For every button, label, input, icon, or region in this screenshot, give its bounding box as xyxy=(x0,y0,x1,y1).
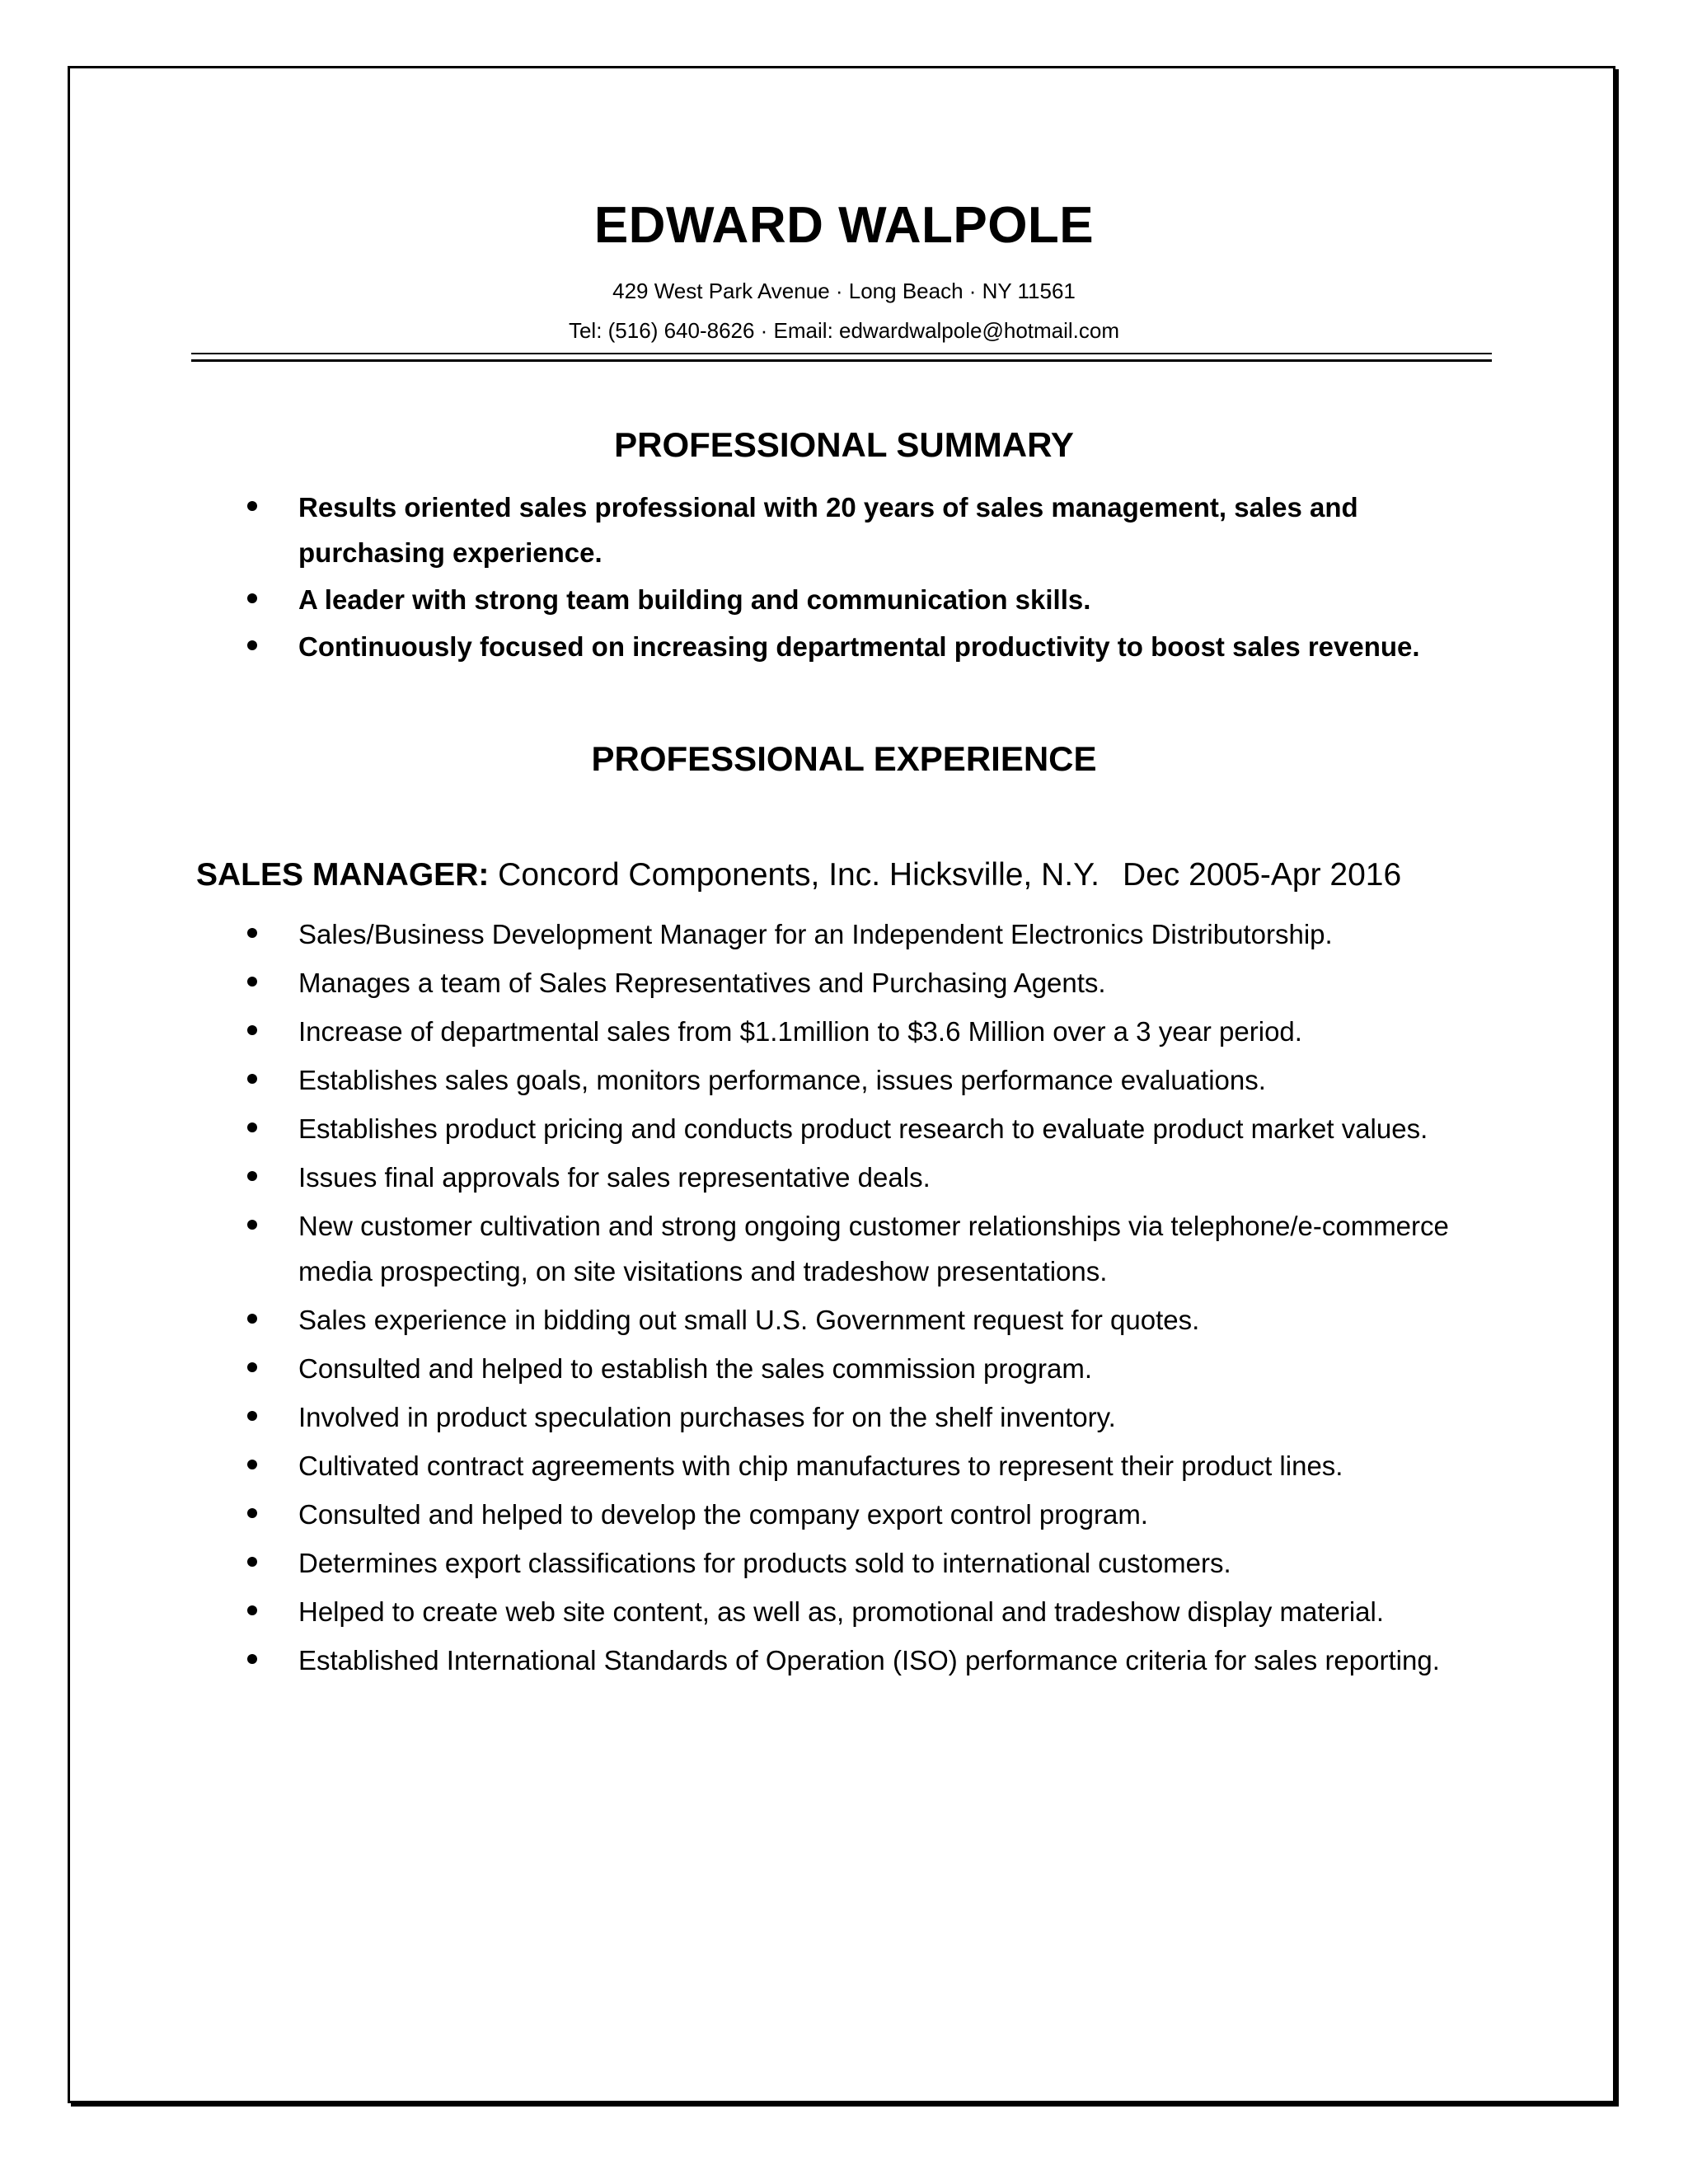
contact-line: Tel: (516) 640-8626 · Email: edwardwalpole@hotmail.com xyxy=(568,318,1120,343)
experience-item xyxy=(247,1443,1500,1488)
experience-item-text: Increase of departmental sales from $1.1million to $3.6 Million over a 3 year period. xyxy=(298,1016,1302,1047)
bullet-icon xyxy=(247,1074,257,1084)
experience-item-text: Determines export classifications for products sold to international customers. xyxy=(298,1548,1231,1578)
experience-item xyxy=(247,1589,1500,1634)
bullet-icon xyxy=(247,1362,257,1372)
experience-item xyxy=(247,1009,1500,1054)
experience-item-text: Establishes product pricing and conducts product research to evaluate product market values. xyxy=(298,1113,1428,1144)
experience-item-text: Manages a team of Sales Representatives and Purchasing Agents. xyxy=(298,968,1106,998)
experience-item xyxy=(247,1203,1500,1294)
summary-item xyxy=(247,624,1500,669)
bullet-icon xyxy=(247,1314,257,1324)
bullet-icon xyxy=(247,1220,257,1230)
experience-item xyxy=(247,1540,1500,1586)
experience-item-text: Sales experience in bidding out small U.S. Government request for quotes. xyxy=(298,1305,1200,1335)
experience-item xyxy=(247,1492,1500,1537)
experience-item xyxy=(247,960,1500,1005)
bullet-icon xyxy=(247,501,257,511)
summary-item-text: A leader with strong team building and communication skills. xyxy=(298,584,1091,615)
bullet-icon xyxy=(247,1508,257,1518)
experience-item xyxy=(247,1057,1500,1103)
job-heading xyxy=(196,857,1401,893)
summary-item xyxy=(247,577,1500,622)
experience-item xyxy=(247,1346,1500,1391)
experience-item xyxy=(247,1297,1500,1343)
bullet-icon xyxy=(247,1557,257,1567)
experience-item xyxy=(247,1155,1500,1200)
summary-item-text: Continuously focused on increasing departmental productivity to boost sales revenue. xyxy=(298,631,1420,662)
header-divider xyxy=(191,353,1492,354)
experience-item-text: Helped to create web site content, as well as, promotional and tradeshow display material. xyxy=(298,1596,1385,1627)
applicant-name: EDWARD WALPOLE xyxy=(593,197,1095,254)
bullet-icon xyxy=(247,640,257,650)
summary-list xyxy=(247,485,1500,669)
experience-item xyxy=(247,912,1500,957)
job-company: Concord Components, Inc. Hicksville, N.Y. xyxy=(489,857,1100,893)
experience-item xyxy=(247,1394,1500,1440)
experience-item-text: Issues final approvals for sales representative deals. xyxy=(298,1162,931,1193)
experience-item-text: Involved in product speculation purchases for on the shelf inventory. xyxy=(298,1402,1116,1432)
experience-item xyxy=(247,1106,1500,1151)
bullet-icon xyxy=(247,977,257,987)
experience-item-text: Consulted and helped to establish the sales commission program. xyxy=(298,1353,1093,1384)
experience-item-text: Cultivated contract agreements with chip manufactures to represent their product lines. xyxy=(298,1451,1343,1481)
header-divider-thick xyxy=(191,359,1492,362)
address-line: 429 West Park Avenue · Long Beach · NY 11561 xyxy=(612,279,1076,303)
bullet-icon xyxy=(247,1122,257,1132)
summary-section-title: PROFESSIONAL SUMMARY xyxy=(614,425,1074,464)
summary-item xyxy=(247,485,1500,575)
experience-item-text: Established International Standards of Operation (ISO) performance criteria for sales reporting. xyxy=(298,1645,1440,1675)
bullet-icon xyxy=(247,1605,257,1615)
bullet-icon xyxy=(247,928,257,938)
experience-item-text: New customer cultivation and strong ongoing customer relationships via telephone/e-commerce media prospecting, on site visitations and tradeshow presentations. xyxy=(298,1211,1449,1286)
experience-section-title: PROFESSIONAL EXPERIENCE xyxy=(591,739,1097,778)
bullet-icon xyxy=(247,593,257,603)
experience-item xyxy=(247,1638,1500,1683)
experience-item-text: Consulted and helped to develop the company export control program. xyxy=(298,1499,1148,1530)
job-role: SALES MANAGER: xyxy=(196,857,490,893)
job-dates: Dec 2005-Apr 2016 xyxy=(1122,857,1402,893)
summary-item-text: Results oriented sales professional with 20 years of sales management, sales and purchasing experience. xyxy=(298,492,1358,568)
bullet-icon xyxy=(247,1411,257,1421)
bullet-icon xyxy=(247,1025,257,1035)
bullet-icon xyxy=(247,1654,257,1664)
bullet-icon xyxy=(247,1171,257,1181)
experience-item-text: Sales/Business Development Manager for an Independent Electronics Distributorship. xyxy=(298,919,1333,949)
experience-list xyxy=(247,912,1500,1683)
bullet-icon xyxy=(247,1460,257,1469)
experience-item-text: Establishes sales goals, monitors performance, issues performance evaluations. xyxy=(298,1065,1266,1095)
